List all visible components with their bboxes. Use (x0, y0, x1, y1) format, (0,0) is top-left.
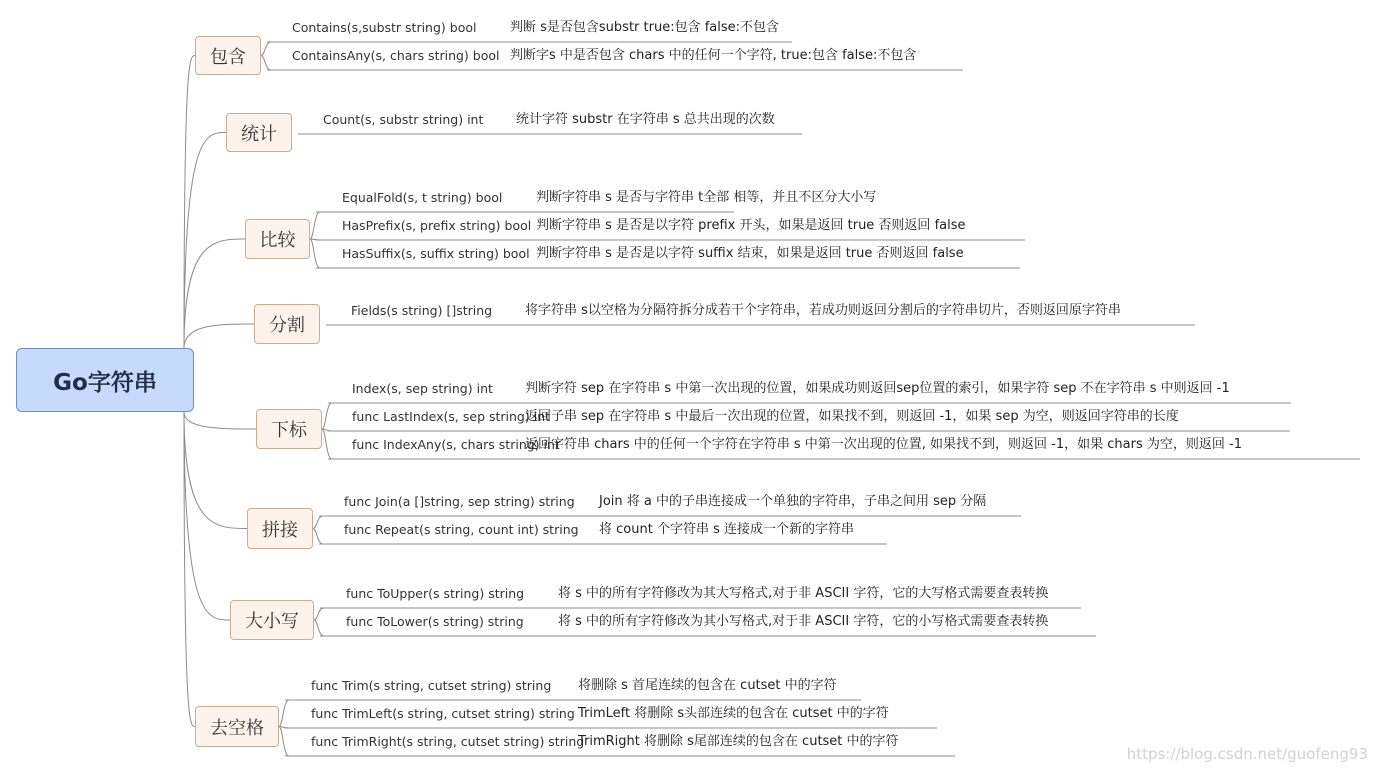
function-description: 返回字符串 chars 中的任何一个字符在字符串 s 中第一次出现的位置, 如果找不到，则返回 -1，如果 chars 为空，则返回 -1 (525, 437, 1242, 452)
category-to-item-connector (313, 529, 323, 545)
category-node[interactable] (230, 600, 314, 640)
category-node[interactable] (245, 219, 310, 259)
root-label: Go字符串 (53, 369, 157, 396)
category-to-item-connector (279, 700, 289, 727)
function-signature: func ToLower(s string) string (346, 614, 524, 629)
function-signature: HasPrefix(s, prefix string) bool (342, 218, 532, 233)
category-label: 比较 (259, 230, 296, 251)
function-signature: func LastIndex(s, sep string) int (352, 409, 551, 424)
function-description: 判断 s是否包含substr true:包含 false:不包含 (510, 20, 780, 35)
category-to-item-connector (314, 620, 324, 636)
category-to-item-connector (279, 727, 289, 757)
category-to-item-connector (310, 239, 320, 268)
root-node[interactable] (16, 348, 194, 412)
category-label: 包含 (210, 46, 246, 68)
category-label: 去空格 (210, 717, 264, 739)
category-node[interactable] (247, 508, 313, 549)
category-label: 统计 (241, 123, 277, 145)
category-to-item-connector (261, 42, 271, 56)
function-description: TrimRight 将删除 s尾部连续的包含在 cutset 中的字符 (578, 734, 899, 749)
function-description: 返回子串 sep 在字符串 s 中最后一次出现的位置，如果找不到，则返回 -1，如果 sep 为空，则返回字符串的长度 (525, 409, 1179, 424)
category-to-item-connector (322, 429, 332, 459)
root-to-category-connector (184, 412, 230, 620)
function-description: Join 将 a 中的子串连接成一个单独的字符串，子串之间用 sep 分隔 (599, 494, 987, 509)
category-to-item-connector (310, 212, 320, 239)
function-signature: ContainsAny(s, chars string) bool (292, 48, 500, 63)
function-signature: Index(s, sep string) int (352, 381, 493, 396)
category-node[interactable] (226, 113, 292, 152)
function-description: TrimLeft 将删除 s头部连续的包含在 cutset 中的字符 (578, 706, 889, 721)
category-to-item-connector (314, 608, 324, 620)
function-signature: func Repeat(s string, count int) string (344, 522, 579, 537)
function-signature: HasSuffix(s, suffix string) bool (342, 246, 530, 261)
function-description: 将 count 个字符串 s 连接成一个新的字符串 (599, 522, 854, 537)
category-label: 下标 (271, 420, 307, 441)
watermark: https://blog.csdn.net/guofeng93 (1126, 745, 1368, 763)
root-to-category-connector (184, 412, 256, 429)
function-signature: Count(s, substr string) int (323, 112, 484, 127)
function-signature: func Trim(s string, cutset string) string (311, 678, 552, 693)
function-description: 将字符串 s以空格为分隔符拆分成若干个字符串，若成功则返回分割后的字符串切片，否则返回原字符串 (525, 303, 1121, 318)
root-to-category-connector (184, 324, 254, 348)
function-signature: func TrimLeft(s string, cutset string) string (311, 706, 575, 721)
category-node[interactable] (195, 36, 261, 75)
root-to-category-connector (184, 412, 247, 529)
category-label: 分割 (269, 315, 305, 336)
category-node[interactable] (254, 304, 320, 344)
category-node[interactable] (195, 706, 279, 747)
function-description: 将删除 s 首尾连续的包含在 cutset 中的字符 (578, 678, 837, 693)
category-to-item-connector (261, 56, 271, 71)
function-description: 将 s 中的所有字符修改为其小写格式,对于非 ASCII 字符，它的小写格式需要查表转换 (558, 614, 1049, 629)
function-description: 判断字符串 s 是否是以字符 suffix 结束，如果是返回 true 否则返回 false (536, 246, 964, 261)
function-signature: Contains(s,substr string) bool (292, 20, 477, 35)
category-to-item-connector (310, 239, 320, 240)
function-signature: func IndexAny(s, chars string) int (352, 437, 560, 452)
category-label: 大小写 (245, 611, 299, 632)
function-signature: func Join(a []string, sep string) string (344, 494, 575, 509)
function-signature: func TrimRight(s string, cutset string) string (311, 734, 585, 749)
category-to-item-connector (313, 516, 323, 529)
function-signature: EqualFold(s, t string) bool (342, 190, 503, 205)
function-signature: func ToUpper(s string) string (346, 586, 525, 601)
function-description: 将 s 中的所有字符修改为其大写格式,对于非 ASCII 字符，它的大写格式需要查表转换 (558, 586, 1049, 601)
root-to-category-connector (184, 412, 195, 727)
function-signature: Fields(s string) []string (351, 303, 493, 318)
category-label: 拼接 (262, 519, 298, 541)
function-description: 判断字s 中是否包含 chars 中的任何一个字符, true:包含 false:不包含 (510, 48, 917, 63)
root-to-category-connector (184, 133, 226, 349)
function-description: 判断字符串 s 是否与字符串 t全部 相等，并且不区分大小写 (536, 190, 877, 205)
category-node[interactable] (256, 409, 322, 449)
category-to-item-connector (322, 403, 332, 429)
function-description: 统计字符 substr 在字符串 s 总共出现的次数 (516, 112, 775, 127)
function-description: 判断字符串 s 是否是以字符 prefix 开头，如果是返回 true 否则返回 false (536, 218, 966, 233)
function-description: 判断字符 sep 在字符串 s 中第一次出现的位置，如果成功则返回sep位置的索引，如果字符 sep 不在字符串 s 中则返回 -1 (525, 381, 1230, 396)
